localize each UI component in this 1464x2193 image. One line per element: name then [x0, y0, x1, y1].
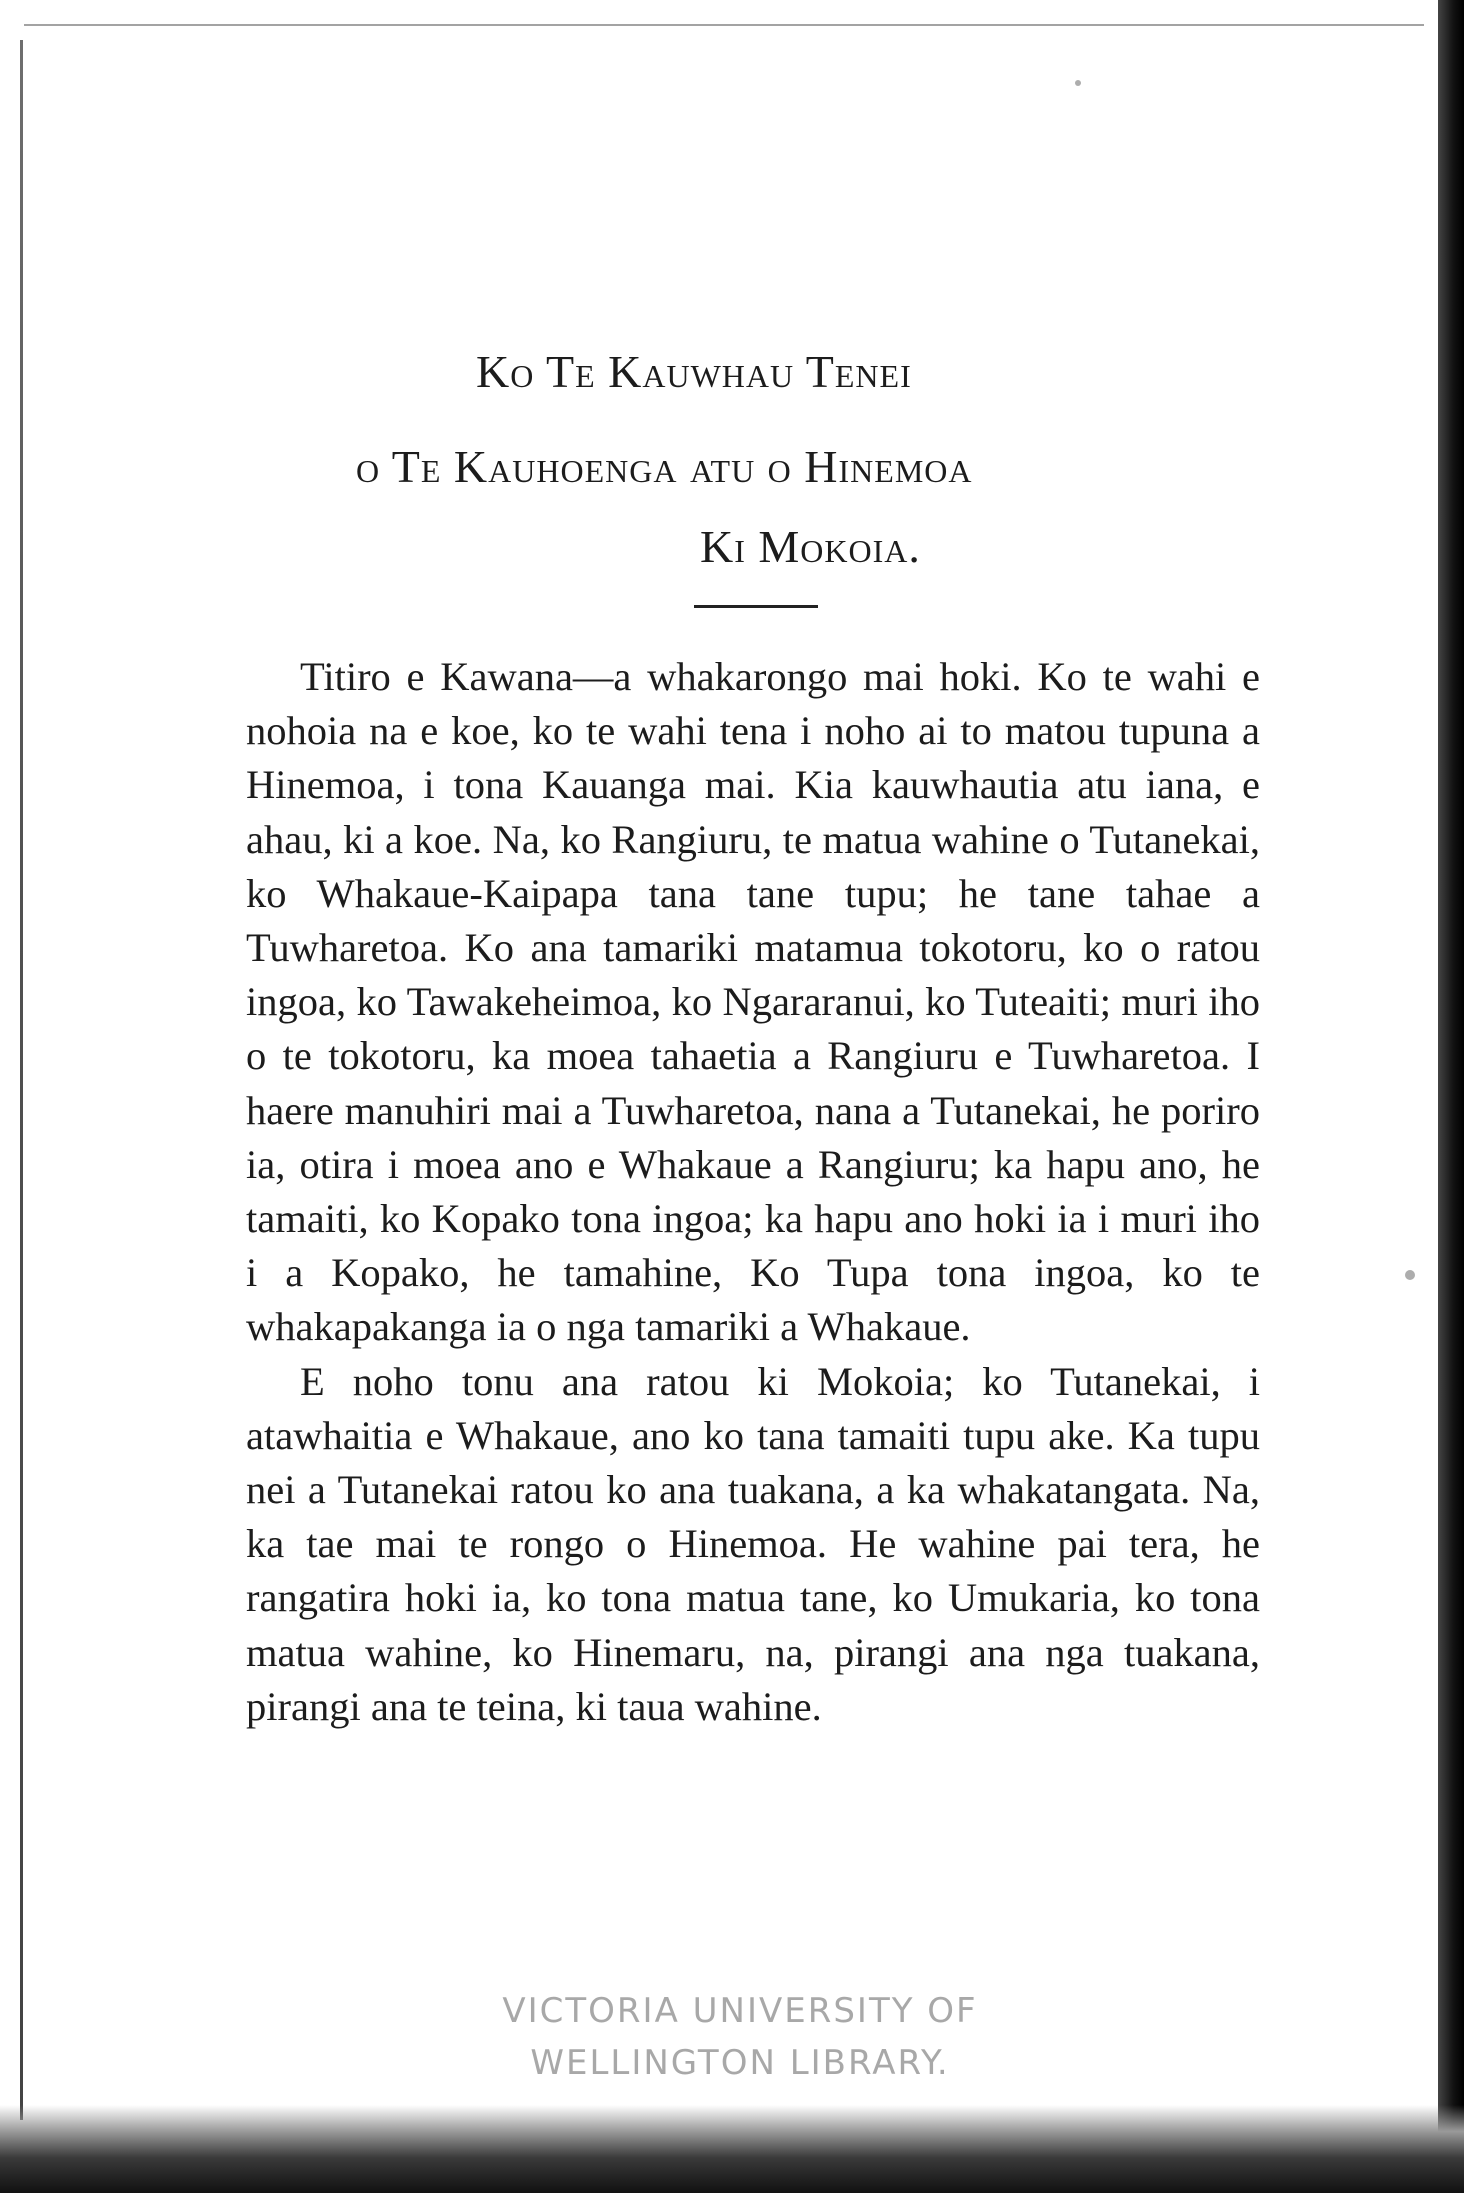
page-edge-top: [24, 24, 1424, 26]
page-edge-left: [20, 40, 23, 2120]
title-line-1: Ko Te Kauwhau Tenei: [476, 346, 912, 397]
title-line-2: o Te Kauhoenga atu o Hinemoa: [356, 441, 973, 492]
stamp-line-1: VICTORIA UNIVERSITY OF: [502, 1991, 978, 2031]
title-line-3: Ki Mokoia.: [700, 521, 921, 572]
page-edge-right: [1438, 0, 1464, 2193]
scan-speck: [1405, 1270, 1415, 1280]
paragraph: E noho tonu ana ratou ki Mokoia; ko Tutanekai, i atawhaitia e Whakaue, ano ko tana tamaiti tupu ake. Ka tupu nei a Tutanekai ratou ko ana tuakana, a ka whakatangata. Na, ka tae mai te rongo o Hinemoa. He wahine pai tera, he rangatira hoki ia, ko tona matua tane, ko Umukaria, ko tona matua wahine, ko Hinemaru, na, pirangi ana nga tuakana, pirangi ana te teina, ki taua wahine.: [246, 1358, 1260, 1729]
page-edge-bottom: [0, 2105, 1464, 2193]
scan-speck: [1075, 80, 1081, 86]
library-stamp: [430, 1985, 1050, 2089]
paragraph: Titiro e Kawana—a whakarongo mai hoki. Ko te wahi e nohoia na e koe, ko te wahi tena i noho ai to matou tupuna a Hinemoa, i tona Kauanga mai. Kia kauwhautia atu iana, e ahau, ki a koe. Na, ko Rangiuru, te matua wahine o Tutanekai, ko Whakaue-Kaipapa tana tane tupu; he tane tahae a Tuwharetoa. Ko ana tamariki matamua tokotoru, ko o ratou ingoa, ko Tawakeheimoa, ko Ngararanui, ko Tuteaiti; muri iho o te tokotoru, ka moea tahaetia a Rangiuru e Tuwharetoa. I haere manuhiri mai a Tuwharetoa, nana a Tutanekai, he poriro ia, otira i moea ano e Whakaue a Rangiuru; ka hapu ano, he tamaiti, ko Kopako tona ingoa; ka hapu ano hoki ia i muri iho i a Kopako, he tamahine, Ko Tupa tona ingoa, ko te whakapakanga ia o nga tamariki a Whakaue.: [246, 654, 1260, 1350]
stamp-line-2: WELLINGTON LIBRARY.: [530, 2043, 950, 2083]
body-text: [246, 650, 1260, 1734]
title-rule-divider: [694, 605, 818, 608]
